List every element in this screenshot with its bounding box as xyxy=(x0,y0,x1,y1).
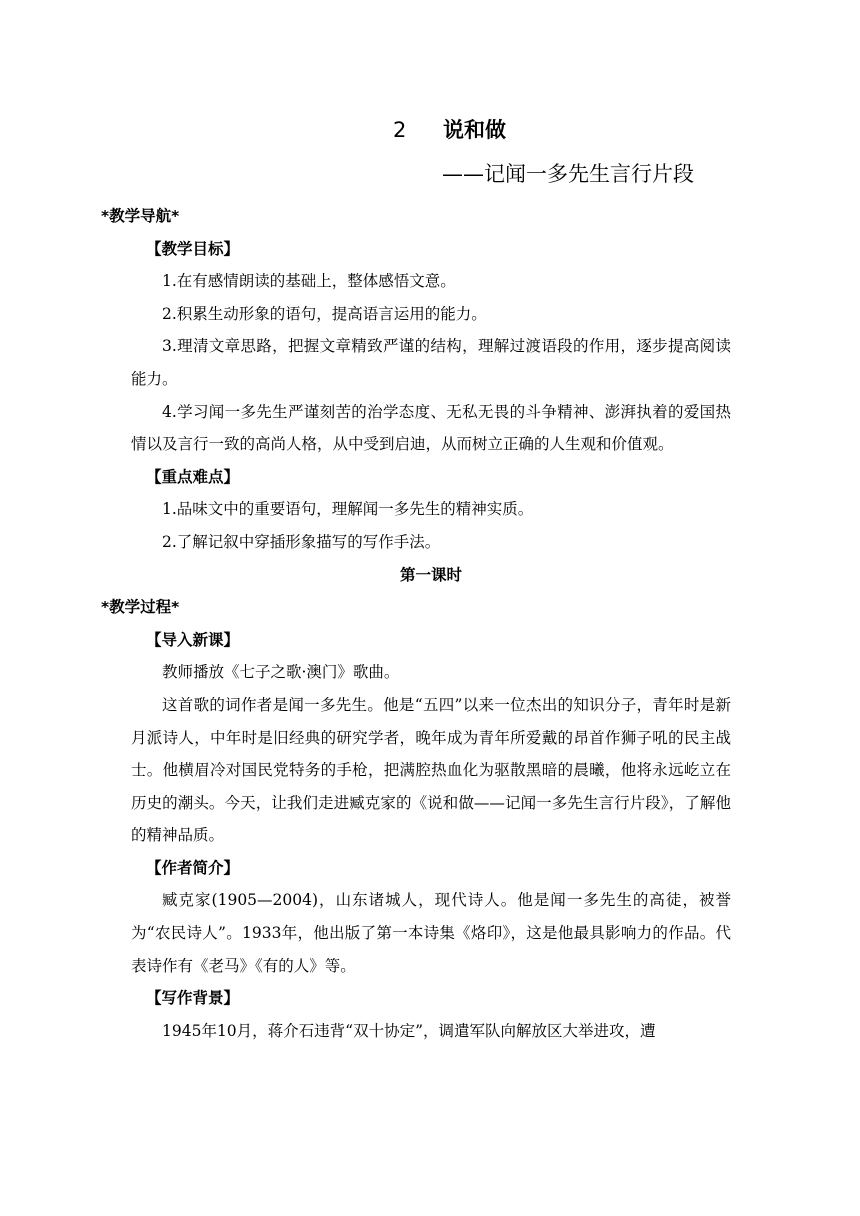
page-title xyxy=(393,114,506,144)
goal-item: 2.积累生动形象的语句，提高语言运用的能力。 xyxy=(162,304,487,323)
lesson-title-text: 说和做 xyxy=(443,118,506,142)
goal-item: 1.在有感情朗读的基础上，整体感悟文意。 xyxy=(162,272,456,291)
goal-item: 4.学习闻一多先生严谨刻苦的治学态度、无私无畏的斗争精神、澎湃执着的爱国热情以及言行一致的高尚人格，从中受到启迪，从而树立正确的人生观和价值观。 xyxy=(131,402,731,454)
intro-paragraph: 教师播放《七子之歌·澳门》歌曲。 xyxy=(162,663,400,682)
background-paragraph: 1945年10月，蒋介石违背“双十协定”，调遣军队向解放区大举进攻，遭 xyxy=(162,1021,656,1040)
goals-heading: 【教学目标】 xyxy=(146,239,240,258)
teaching-process-heading: *教学过程* xyxy=(101,598,180,617)
author-heading: 【作者简介】 xyxy=(146,858,240,877)
background-heading: 【写作背景】 xyxy=(146,989,240,1008)
document-body xyxy=(101,200,731,1047)
lesson-period-title: 第一课时 xyxy=(399,565,462,584)
key-points-heading: 【重点难点】 xyxy=(146,467,240,486)
goal-item: 3.理清文章思路，把握文章精致严谨的结构，理解过渡语段的作用，逐步提高阅读能力。 xyxy=(131,337,731,388)
key-point-item: 1.品味文中的重要语句，理解闻一多先生的精神实质。 xyxy=(162,500,534,519)
intro-heading: 【导入新课】 xyxy=(146,630,240,649)
teaching-nav-heading: *教学导航* xyxy=(101,207,180,225)
page-subtitle: ——记闻一多先生言行片段 xyxy=(442,162,694,186)
lesson-number: 2 xyxy=(393,118,407,142)
intro-paragraph: 这首歌的词作者是闻一多先生。他是“五四”以来一位杰出的知识分子，青年时是新月派诗人，中年时是旧经典的研究学者，晚年成为青年所爱戴的昂首作狮子吼的民主战士。他横眉冷对国民党特务的手枪，把满腔热血化为驱散黑暗的晨曦，他将永远屹立在历史的潮头。今天，让我们走进臧克家的《说和做——记闻一多先生言行片段》，了解他的精神品质。 xyxy=(131,695,731,845)
author-paragraph: 臧克家(1905—2004)，山东诸城人，现代诗人。他是闻一多先生的高徒，被誉为“农民诗人”。1933年，他出版了第一本诗集《烙印》，这是他最具影响力的作品。代表诗作有《老马》《有的人》等。 xyxy=(131,891,731,975)
key-point-item: 2.了解记叙中穿插形象描写的写作手法。 xyxy=(162,532,441,551)
